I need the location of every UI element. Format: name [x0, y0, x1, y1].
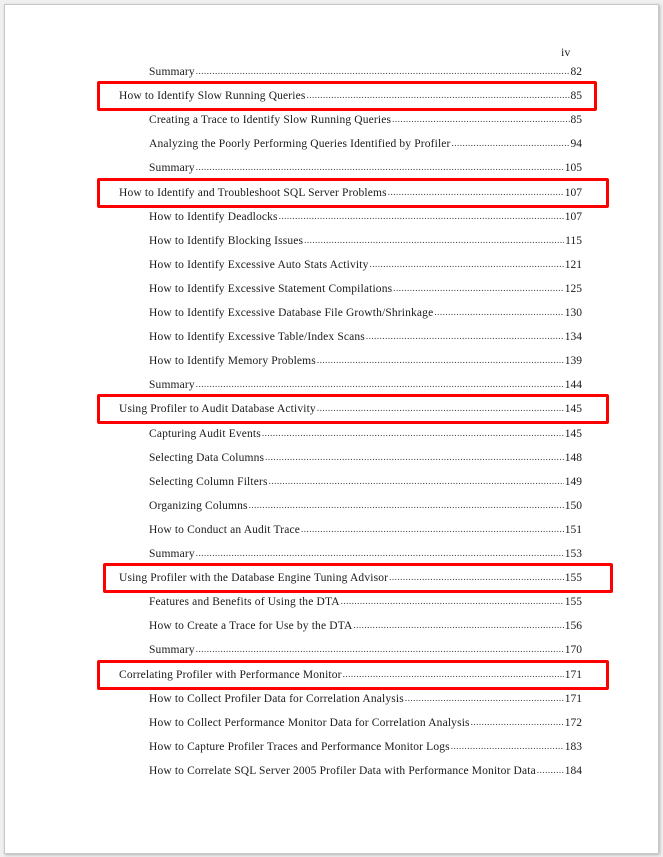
- toc-entry-page: 139: [564, 355, 582, 368]
- toc-section-entry: [149, 765, 582, 781]
- toc-entry-page: 153: [564, 548, 582, 560]
- toc-entry-title: Correlating Profiler with Performance Monitor: [119, 668, 342, 681]
- toc-entry-title: How to Capture Profiler Traces and Performance Monitor Logs: [149, 740, 450, 753]
- toc-dot-leader: [343, 668, 564, 680]
- toc-dot-leader: [317, 354, 564, 366]
- toc-entry-title: How to Collect Performance Monitor Data for Correlation Analysis: [149, 716, 470, 729]
- toc-entry-page: 150: [564, 499, 582, 512]
- toc-section-entry: [149, 717, 582, 733]
- toc-dot-leader: [262, 427, 564, 439]
- toc-entry-page: 151: [564, 523, 582, 536]
- toc-section-entry: [149, 741, 582, 757]
- toc-entry-page: 171: [564, 692, 582, 705]
- toc-dot-leader: [196, 643, 564, 655]
- toc-entry-page: 145: [564, 403, 582, 416]
- toc-entry-page: 115: [565, 234, 582, 247]
- toc-entry-title: Summary: [149, 66, 195, 78]
- toc-entry-page: 125: [564, 282, 582, 295]
- toc-entry-page: 172: [564, 716, 582, 729]
- toc-section-entry: [149, 355, 582, 371]
- toc-dot-leader: [392, 113, 569, 125]
- toc-chapter-entry: [119, 187, 582, 203]
- toc-entry-title: Selecting Data Columns: [149, 451, 265, 464]
- toc-entry-page: 148: [564, 451, 582, 464]
- toc-dot-leader: [301, 523, 564, 535]
- toc-chapter-entry: [119, 403, 582, 419]
- toc-entry-title: Features and Benefits of Using the DTA: [149, 596, 340, 609]
- toc-chapter-entry: [119, 90, 582, 106]
- toc-entry-page: 149: [564, 475, 582, 488]
- toc-entry-title: Organizing Columns: [149, 499, 248, 512]
- toc-entry-title: Creating a Trace to Identify Slow Running Queries: [149, 114, 392, 127]
- toc-section-entry: [149, 138, 582, 154]
- toc-entry-page: 121: [564, 258, 582, 271]
- toc-entry-title: How to Identify Blocking Issues: [149, 234, 304, 247]
- toc-section-entry: [149, 66, 582, 82]
- toc-entry-page: 134: [564, 331, 582, 344]
- toc-section-entry: [149, 524, 582, 540]
- table-of-contents: [5, 5, 658, 853]
- toc-dot-leader: [353, 619, 563, 631]
- toc-section-entry: [149, 259, 582, 275]
- toc-entry-page: 107: [564, 210, 582, 223]
- toc-entry-title: How to Identify Excessive Database File Growth/Shrinkage: [149, 307, 434, 319]
- toc-entry-title: How to Conduct an Audit Trace: [149, 523, 300, 536]
- toc-entry-page: 183: [564, 740, 582, 753]
- toc-dot-leader: [279, 210, 564, 222]
- toc-section-entry: [149, 114, 582, 130]
- toc-dot-leader: [265, 451, 564, 463]
- toc-entry-page: 171: [564, 668, 582, 681]
- toc-section-entry: [149, 693, 582, 709]
- toc-dot-leader: [304, 234, 564, 246]
- toc-section-entry: [149, 644, 582, 660]
- toc-section-entry: [149, 548, 582, 564]
- toc-entry-title: How to Identify Excessive Auto Stats Activity: [149, 258, 369, 271]
- toc-entry-title: Summary: [149, 162, 195, 175]
- toc-dot-leader: [196, 65, 570, 77]
- toc-entry-title: How to Identify Memory Problems: [149, 355, 316, 368]
- toc-dot-leader: [366, 330, 564, 342]
- toc-dot-leader: [537, 764, 564, 776]
- toc-dot-leader: [307, 89, 570, 101]
- toc-dot-leader: [452, 137, 570, 149]
- toc-section-entry: [149, 452, 582, 468]
- toc-entry-title: How to Identify Deadlocks: [149, 210, 278, 223]
- toc-entry-title: How to Collect Profiler Data for Correlation Analysis: [149, 692, 404, 705]
- toc-entry-title: Summary: [149, 548, 195, 560]
- toc-section-entry: [149, 331, 582, 347]
- toc-chapter-entry: [119, 572, 582, 588]
- toc-section-entry: [149, 596, 582, 612]
- toc-entry-title: Analyzing the Poorly Performing Queries Identified by Profiler: [149, 138, 451, 151]
- toc-dot-leader: [196, 161, 564, 173]
- toc-entry-page: 82: [570, 66, 582, 78]
- toc-entry-page: 156: [564, 620, 582, 633]
- toc-chapter-entry: [119, 669, 582, 685]
- toc-entry-title: Using Profiler to Audit Database Activity: [119, 403, 316, 416]
- toc-entry-title: Capturing Audit Events: [149, 427, 261, 440]
- toc-entry-title: How to Identify Excessive Table/Index Scans: [149, 331, 365, 344]
- toc-entry-page: 184: [564, 764, 582, 777]
- toc-section-entry: [149, 476, 582, 492]
- toc-section-entry: [149, 162, 582, 178]
- toc-entry-page: 170: [564, 644, 582, 657]
- toc-dot-leader: [196, 378, 564, 390]
- toc-dot-leader: [369, 258, 563, 270]
- toc-entry-page: 85: [570, 90, 582, 103]
- toc-dot-leader: [269, 475, 564, 487]
- toc-section-entry: [149, 235, 582, 251]
- toc-dot-leader: [434, 306, 563, 318]
- toc-entry-title: How to Identify Slow Running Queries: [119, 90, 306, 103]
- toc-entry-page: 105: [564, 162, 582, 175]
- toc-section-entry: [149, 379, 582, 395]
- toc-entry-page: 130: [564, 307, 582, 319]
- toc-entry-page: 94: [570, 138, 582, 151]
- toc-dot-leader: [317, 402, 564, 414]
- toc-entry-title: How to Identify Excessive Statement Compilations: [149, 282, 393, 295]
- toc-dot-leader: [405, 692, 564, 704]
- toc-dot-leader: [249, 499, 564, 511]
- toc-section-entry: [149, 283, 582, 299]
- toc-dot-leader: [341, 595, 564, 607]
- toc-dot-leader: [196, 547, 564, 559]
- toc-section-entry: [149, 428, 582, 444]
- document-page: [4, 4, 659, 854]
- toc-entry-title: Summary: [149, 644, 195, 657]
- toc-entry-page: 155: [564, 572, 582, 585]
- toc-entry-page: 144: [564, 379, 582, 392]
- toc-section-entry: [149, 211, 582, 227]
- page-number: iv: [561, 45, 571, 59]
- toc-dot-leader: [451, 740, 564, 752]
- toc-entry-page: 155: [564, 596, 582, 609]
- toc-entry-page: 107: [564, 186, 582, 199]
- toc-dot-leader: [393, 282, 564, 294]
- toc-section-entry: [149, 307, 582, 323]
- toc-entry-title: How to Correlate SQL Server 2005 Profiler Data with Performance Monitor Data: [149, 764, 536, 777]
- toc-section-entry: [149, 500, 582, 516]
- toc-entry-title: Using Profiler with the Database Engine Tuning Advisor: [119, 572, 389, 585]
- toc-dot-leader: [389, 571, 564, 583]
- toc-section-entry: [149, 620, 582, 636]
- toc-entry-title: Selecting Column Filters: [149, 475, 268, 488]
- toc-entry-page: 85: [570, 114, 582, 127]
- toc-entry-page: 145: [564, 427, 582, 440]
- toc-entry-title: How to Identify and Troubleshoot SQL Server Problems: [119, 186, 387, 199]
- toc-entry-title: Summary: [149, 379, 195, 392]
- toc-dot-leader: [471, 716, 564, 728]
- toc-entry-title: How to Create a Trace for Use by the DTA: [149, 620, 353, 633]
- toc-dot-leader: [388, 186, 564, 198]
